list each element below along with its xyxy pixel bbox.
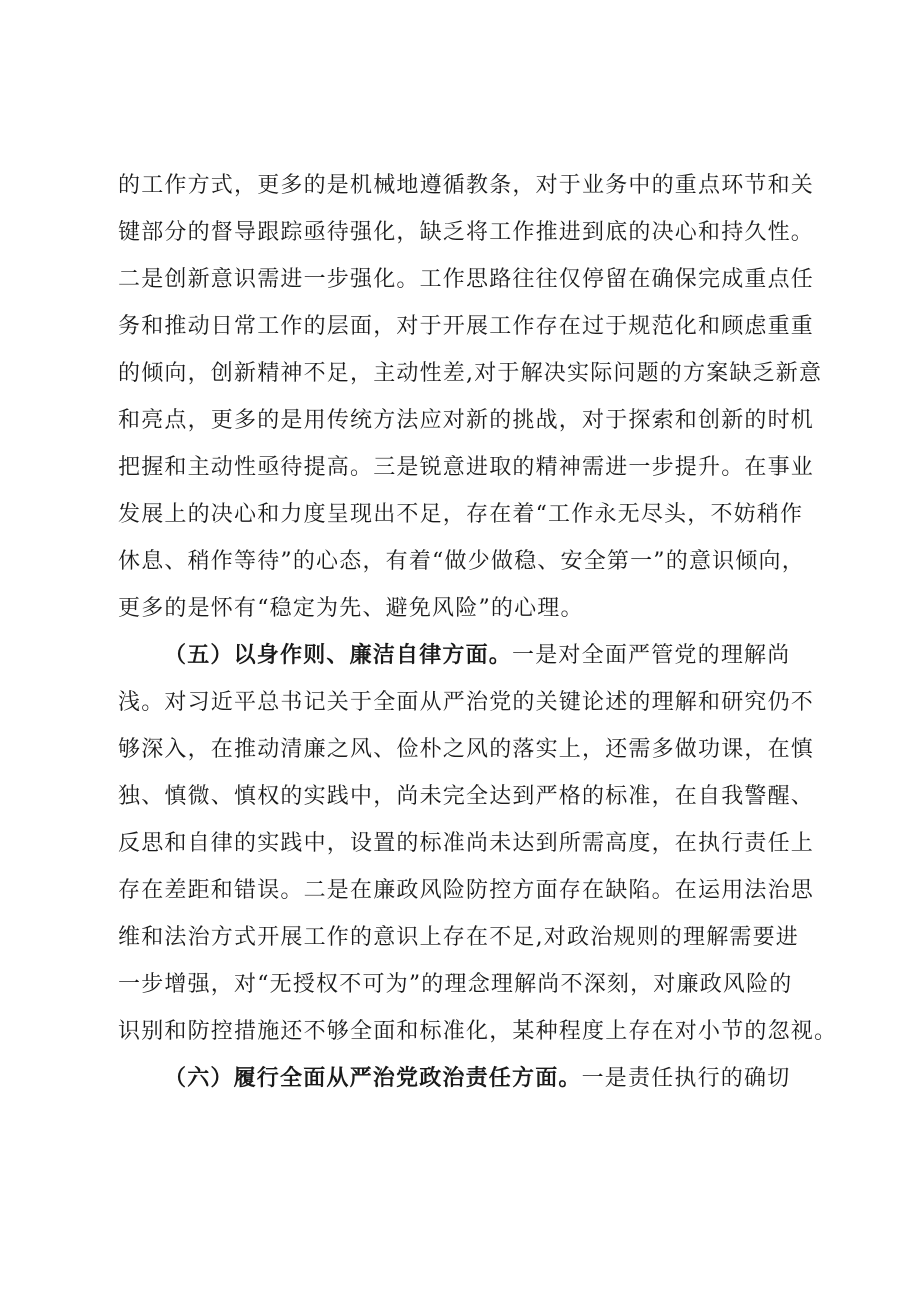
text-line: 的倾向，创新精神不足，主动性差,对于解决实际问题的方案缺乏新意 bbox=[118, 361, 823, 386]
text-line: 维和法治方式开展工作的意识上存在不足,对政治规则的理解需要进 bbox=[118, 925, 799, 950]
text-line: 二是创新意识需进一步强化。工作思路往往仅停留在确保完成重点任 bbox=[118, 267, 815, 292]
text-line: 发展上的决心和力度呈现出不足，存在着“工作永无尽头，不妨稍作 bbox=[118, 502, 804, 527]
section-5-text: 一是对全面严管党的理解尚 bbox=[512, 643, 791, 668]
text-line: 浅。对习近平总书记关于全面从严治党的关键论述的理解和研究仍不 bbox=[118, 690, 815, 715]
text-line: 独、慎微、慎权的实践中，尚未完全达到严格的标准，在自我警醒、 bbox=[118, 784, 815, 809]
section-5-first-line bbox=[118, 632, 838, 679]
section-6-heading: （六）履行全面从严治党政治责任方面。 bbox=[164, 1065, 582, 1091]
text-line: 键部分的督导跟踪亟待强化，缺乏将工作推进到底的决心和持久性。 bbox=[118, 220, 815, 245]
text-line: 存在差距和错误。二是在廉政风险防控方面存在缺陷。在运用法治思 bbox=[118, 878, 815, 903]
section-5-heading: （五）以身作则、廉洁自律方面。 bbox=[164, 642, 513, 668]
text-line: 反思和自律的实践中，设置的标准尚未达到所需高度，在执行责任上 bbox=[118, 831, 815, 856]
text-line: 把握和主动性亟待提高。三是锐意进取的精神需进一步提升。在事业 bbox=[118, 455, 815, 480]
text-line: 识别和防控措施还不够全面和标准化，某种程度上存在对小节的忽视。 bbox=[118, 1019, 838, 1044]
section-6-text: 一是责任执行的确切 bbox=[581, 1066, 791, 1091]
text-line: 的工作方式，更多的是机械地遵循教条，对于业务中的重点环节和关 bbox=[118, 173, 815, 198]
text-line: 和亮点，更多的是用传统方法应对新的挑战，对于探索和创新的时机 bbox=[118, 408, 815, 433]
body-text bbox=[118, 162, 838, 1102]
text-line: 务和推动日常工作的层面，对于开展工作存在过于规范化和顾虑重重 bbox=[118, 314, 815, 339]
text-line: 够深入，在推动清廉之风、俭朴之风的落实上，还需多做功课，在慎 bbox=[118, 737, 815, 762]
text-line: 一步增强，对“无授权不可为”的理念理解尚不深刻，对廉政风险的 bbox=[118, 972, 793, 997]
text-line: 更多的是怀有“稳定为先、避免风险”的心理。 bbox=[118, 596, 584, 621]
section-6-first-line bbox=[118, 1055, 838, 1102]
text-line: 休息、稍作等待”的心态，有着“做少做稳、安全第一”的意识倾向， bbox=[118, 549, 805, 574]
